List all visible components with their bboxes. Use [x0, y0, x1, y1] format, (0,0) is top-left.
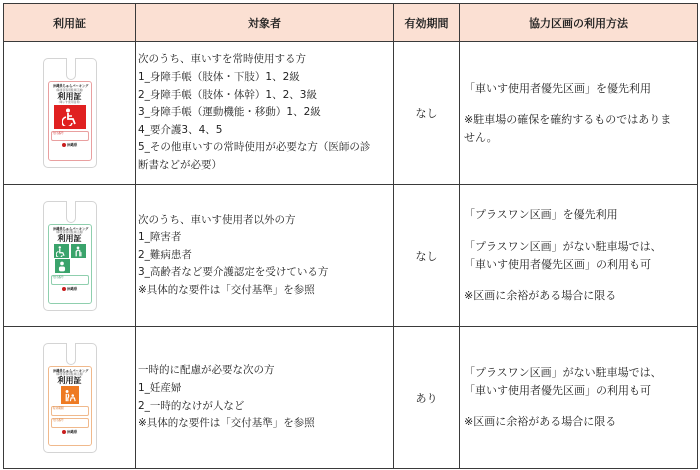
permit-card-orange — [43, 343, 97, 453]
validity-period-label: 有効期間 — [52, 406, 64, 411]
card-sub: (障害者等用駐車区画) — [55, 230, 84, 234]
wheelchair-icon — [54, 105, 86, 129]
card-cell — [4, 42, 136, 185]
permit-card-green — [43, 201, 97, 311]
target-line: 2_一時的なけが人など — [138, 399, 245, 412]
method-line: ※区画に余裕がある場合に限る — [464, 415, 617, 429]
method-cell — [460, 327, 698, 469]
target-line: 次のうち、車いすを常時使用する方 — [138, 53, 306, 66]
header-card: 利用証 — [4, 4, 136, 42]
header-target: 対象者 — [136, 4, 394, 42]
card-face — [48, 81, 92, 161]
card-org: 沖縄県ちゅらパーキング — [52, 368, 88, 373]
elderly-person-icon — [71, 244, 86, 258]
card-title: 利用証 — [57, 376, 82, 386]
method-cell — [460, 42, 698, 185]
hang-hook — [66, 201, 76, 223]
card-number-label: 交付番号 — [52, 131, 64, 136]
pregnant-and-injured-icon — [61, 386, 79, 404]
issuer-name: 沖縄県 — [66, 143, 78, 148]
target-line: 1_障害者 — [138, 231, 182, 244]
card-face — [48, 366, 92, 446]
target-line: 3_身障手帳（運動機能・移動）1、2級 — [138, 106, 321, 119]
method-line: 「プラスワン区画」がない駐車場では、 — [464, 366, 662, 380]
target-line: 2_身障手帳（肢体・体幹）1、2、3級 — [138, 88, 317, 101]
method-line: ※区画に余裕がある場合に限る — [464, 289, 617, 303]
okinawa-logo-icon — [62, 287, 66, 291]
header-period: 有効期間 — [394, 4, 460, 42]
target-line: ※具体的な要件は「交付基準」を参照 — [138, 283, 315, 296]
card-org: 沖縄県ちゅらパーキング — [52, 226, 88, 231]
okinawa-logo-icon — [62, 143, 66, 147]
table-header-row — [4, 4, 698, 42]
validity-period-field — [51, 406, 89, 416]
card-org: 沖縄県ちゅらパーキング — [52, 84, 88, 88]
card-number-field — [51, 275, 89, 285]
card-number-field — [51, 418, 89, 428]
parking-permit-table — [3, 3, 698, 469]
card-cell — [4, 327, 136, 469]
method-spacer — [464, 399, 694, 413]
method-spacer — [464, 97, 694, 111]
method-line: 「車いす使用者優先区画」の利用も可 — [464, 257, 651, 271]
wheelchair-icon — [54, 244, 69, 258]
target-line: 4_要介護3、4、5 — [138, 123, 223, 136]
issuer-name: 沖縄県 — [66, 430, 78, 435]
issuer-name: 沖縄県 — [66, 287, 78, 292]
target-line: 3_高齢者など要介護認定を受けている方 — [138, 266, 329, 279]
target-line: 一時的に配慮が必要な次の方 — [138, 364, 275, 377]
card-cell — [4, 185, 136, 327]
target-line: 2_難病患者 — [138, 248, 192, 261]
card-number-label: 交付番号 — [52, 418, 64, 423]
target-cell — [136, 185, 394, 327]
card-sub: (障害者等用駐車区画) — [55, 372, 84, 376]
card-issuer — [51, 430, 89, 435]
card-title: 利用証 — [57, 234, 82, 244]
method-line: 「プラスワン区画」を優先利用 — [464, 208, 618, 222]
card-issuer — [51, 287, 89, 292]
target-line: 5_その他車いすの常時使用が必要な方（医師の診 — [138, 141, 371, 154]
target-cell — [136, 42, 394, 185]
period-cell: あり — [394, 327, 460, 469]
target-line: 次のうち、車いす使用者以外の方 — [138, 213, 296, 226]
table-row — [4, 42, 698, 185]
method-cell — [460, 185, 698, 327]
target-line: 1_身障手帳（肢体・下肢）1、2級 — [138, 71, 300, 84]
method-line: せん。 — [464, 130, 498, 144]
card-face — [48, 224, 92, 304]
table-row — [4, 327, 698, 469]
target-line: 断書などが必要） — [138, 158, 222, 171]
card-number-field — [51, 131, 89, 141]
hang-hook — [66, 58, 76, 80]
method-line: 「プラスワン区画」がない駐車場では、 — [464, 239, 662, 253]
method-line: ※駐車場の確保を確約するものではありま — [464, 113, 672, 127]
hang-hook — [66, 343, 76, 365]
method-spacer — [464, 273, 694, 287]
method-line: 「車いす使用者優先区画」の利用も可 — [464, 383, 651, 397]
table-row — [4, 185, 698, 327]
internal-disability-icon — [55, 259, 70, 273]
card-number-label: 交付番号 — [52, 275, 64, 280]
card-issuer — [51, 143, 89, 148]
card-title: 利用証 — [57, 91, 82, 101]
target-cell — [136, 327, 394, 469]
method-line: 「車いす使用者優先区画」を優先利用 — [464, 81, 651, 95]
card-sub: (障害者等用駐車区画) — [55, 87, 84, 92]
target-line: 1_妊産婦 — [138, 381, 182, 394]
target-line: ※具体的な要件は「交付基準」を参照 — [138, 417, 315, 430]
period-cell: なし — [394, 185, 460, 327]
header-method: 協力区画の利用方法 — [460, 4, 698, 42]
card-note: (車いす使用者用) — [58, 99, 81, 104]
method-spacer — [464, 224, 694, 238]
period-cell: なし — [394, 42, 460, 185]
okinawa-logo-icon — [62, 430, 66, 434]
permit-card-red — [43, 58, 97, 168]
